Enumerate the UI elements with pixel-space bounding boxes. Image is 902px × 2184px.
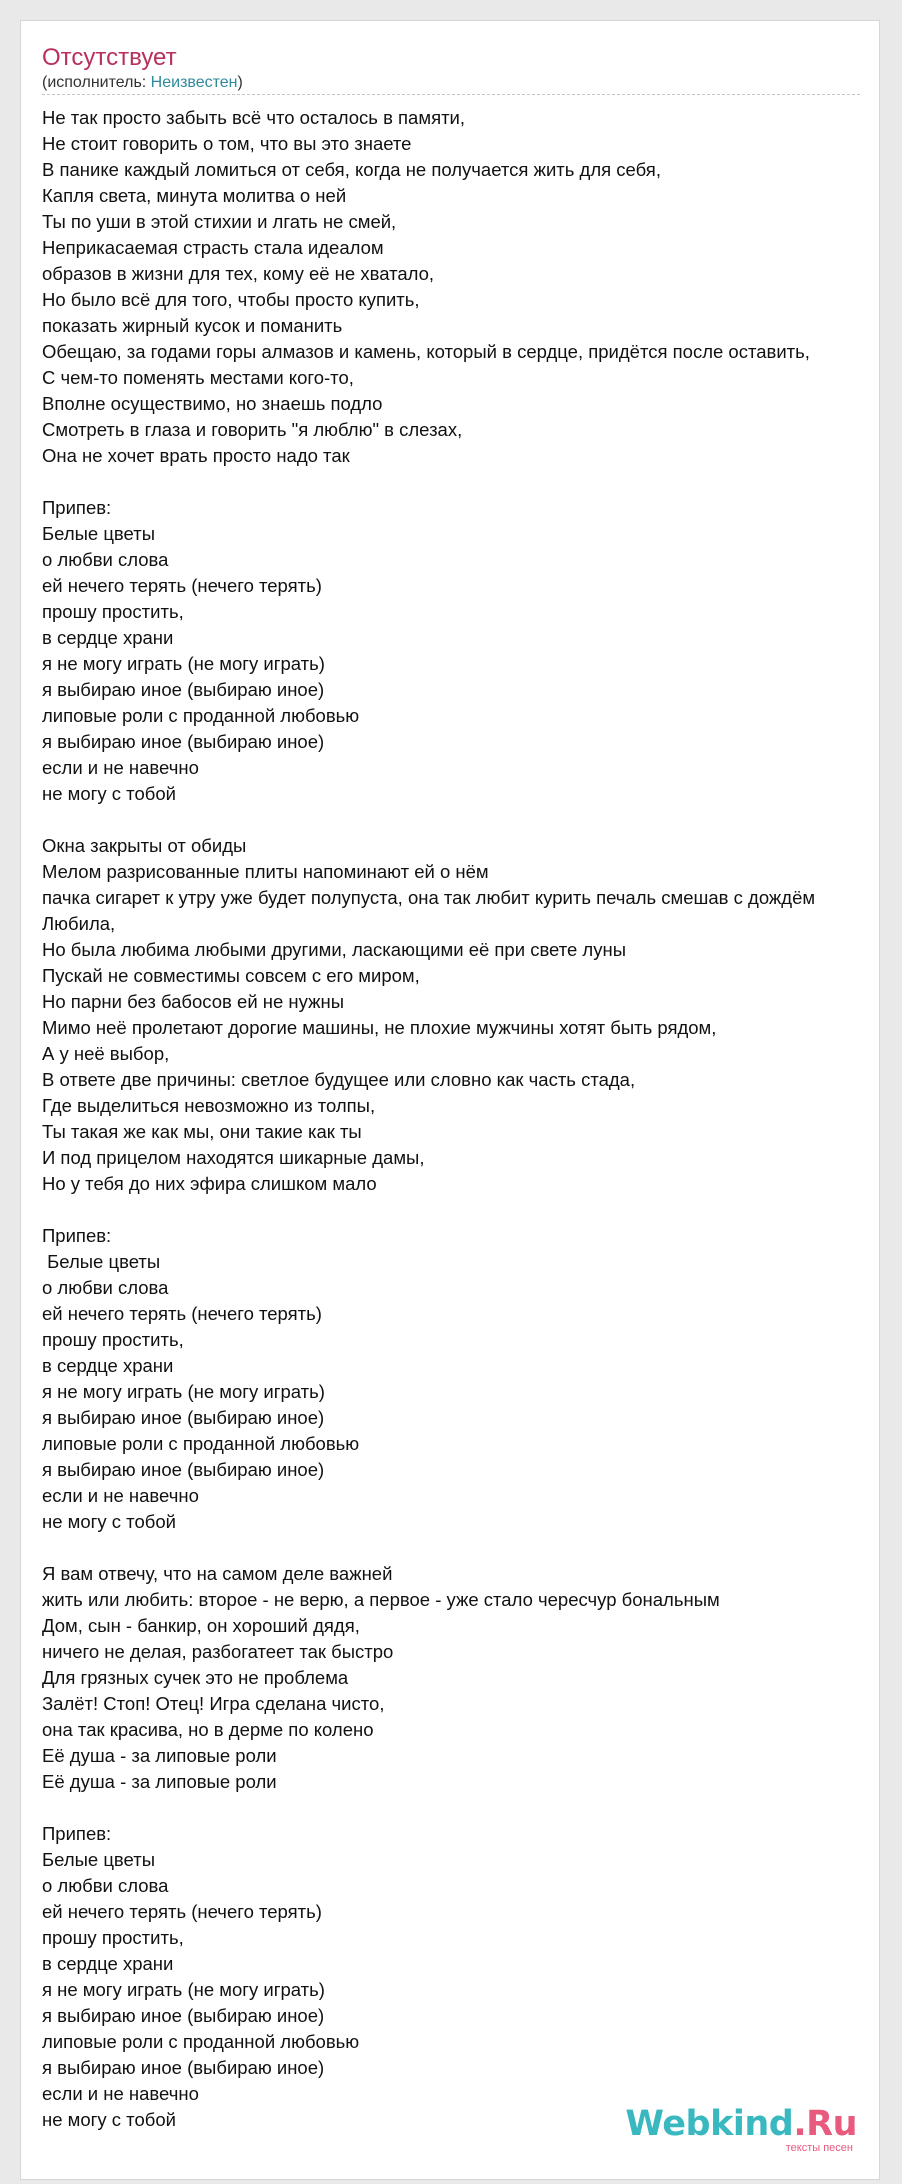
logo-tagline: тексты песен bbox=[785, 2142, 853, 2154]
lyric-line: показать жирный кусок и поманить bbox=[42, 315, 343, 336]
lyric-line: если и не навечно bbox=[42, 2083, 199, 2104]
lyric-line: В ответе две причины: светлое будущее или словно как часть стада, bbox=[42, 1069, 636, 1090]
title-divider bbox=[42, 94, 860, 95]
lyric-line: Но у тебя до них эфира слишком мало bbox=[42, 1173, 377, 1194]
lyric-line: Белые цветы bbox=[42, 1849, 155, 1870]
lyric-line: ей нечего терять (нечего терять) bbox=[42, 1303, 322, 1324]
lyric-line: если и не навечно bbox=[42, 1485, 199, 1506]
lyric-line: я выбираю иное (выбираю иное) bbox=[42, 679, 325, 700]
lyric-line: не могу с тобой bbox=[42, 2109, 176, 2130]
lyric-line: Окна закрыты от обиды bbox=[42, 835, 247, 856]
lyric-line: Ты такая же как мы, они такие как ты bbox=[42, 1121, 362, 1142]
lyric-line: в сердце храни bbox=[42, 627, 174, 648]
lyric-line: Ты по уши в этой стихии и лгать не смей, bbox=[42, 211, 397, 232]
lyric-line: прошу простить, bbox=[42, 601, 184, 622]
lyric-line: Но парни без бабосов ей не нужны bbox=[42, 991, 344, 1012]
lyric-line: в сердце храни bbox=[42, 1355, 174, 1376]
lyric-line: я не могу играть (не могу играть) bbox=[42, 653, 325, 674]
lyric-line: А у неё выбор, bbox=[42, 1043, 170, 1064]
logo-wordmark bbox=[625, 2105, 857, 2143]
lyric-line: ничего не делая, разбогатеет так быстро bbox=[42, 1641, 394, 1662]
lyric-line: о любви слова bbox=[42, 549, 169, 570]
lyric-line: я выбираю иное (выбираю иное) bbox=[42, 731, 325, 752]
lyric-line: не могу с тобой bbox=[42, 1511, 176, 1532]
lyric-line: В панике каждый ломиться от себя, когда не получается жить для себя, bbox=[42, 159, 661, 180]
lyric-line: Обещаю, за годами горы алмазов и камень, который в сердце, придётся после оставить, bbox=[42, 341, 810, 362]
lyric-line: Её душа - за липовые роли bbox=[42, 1771, 277, 1792]
lyric-line: Припев: bbox=[42, 497, 112, 518]
lyric-line: Залёт! Стоп! Отец! Игра сделана чисто, bbox=[42, 1693, 385, 1714]
lyric-line: Неприкасаемая страсть стала идеалом bbox=[42, 237, 384, 258]
lyric-line: Её душа - за липовые роли bbox=[42, 1745, 277, 1766]
lyrics-stanza bbox=[42, 833, 880, 1197]
lyric-line: липовые роли с проданной любовью bbox=[42, 705, 360, 726]
lyric-line: Смотреть в глаза и говорить "я люблю" в слезах, bbox=[42, 419, 463, 440]
lyric-line: прошу простить, bbox=[42, 1329, 184, 1350]
lyric-line: Припев: bbox=[42, 1823, 112, 1844]
lyric-line: я выбираю иное (выбираю иное) bbox=[42, 1407, 325, 1428]
lyric-line: Дом, сын - банкир, он хороший дядя, bbox=[42, 1615, 360, 1636]
lyric-line: о любви слова bbox=[42, 1875, 169, 1896]
lyric-line: ей нечего терять (нечего терять) bbox=[42, 575, 322, 596]
lyrics-stanza bbox=[42, 1561, 880, 1795]
lyric-line: жить или любить: второе - не верю, а первое - уже стало чересчур бональным bbox=[42, 1589, 720, 1610]
webkind-logo[interactable] bbox=[625, 2104, 859, 2157]
artist-line bbox=[42, 73, 860, 93]
lyric-line: я выбираю иное (выбираю иное) bbox=[42, 2005, 325, 2026]
lyric-line: Белые цветы bbox=[42, 1251, 161, 1272]
logo-tld: .Ru bbox=[793, 2104, 857, 2144]
lyric-line: Припев: bbox=[42, 1225, 112, 1246]
logo-brand: Webkind bbox=[625, 2104, 794, 2144]
lyric-line: И под прицелом находятся шикарные дамы, bbox=[42, 1147, 425, 1168]
lyric-line: образов в жизни для тех, кому её не хватало, bbox=[42, 263, 435, 284]
lyric-line: она так красива, но в дерме по колено bbox=[42, 1719, 374, 1740]
lyric-line: если и не навечно bbox=[42, 757, 199, 778]
lyric-line: Белые цветы bbox=[42, 523, 155, 544]
artist-suffix: ) bbox=[237, 74, 243, 91]
lyric-line: Но было всё для того, чтобы просто купить, bbox=[42, 289, 420, 310]
lyric-line: не могу с тобой bbox=[42, 783, 176, 804]
lyric-line: липовые роли с проданной любовью bbox=[42, 1433, 360, 1454]
lyric-line: я не могу играть (не могу играть) bbox=[42, 1979, 325, 2000]
lyric-line: Для грязных сучек это не проблема bbox=[42, 1667, 349, 1688]
lyric-line: Пускай не совместимы совсем с его миром, bbox=[42, 965, 420, 986]
lyric-line: Мимо неё пролетают дорогие машины, не плохие мужчины хотят быть рядом, bbox=[42, 1017, 717, 1038]
lyric-line: Любила, bbox=[42, 913, 116, 934]
song-title: Отсутствует bbox=[42, 44, 177, 71]
lyric-line: Я вам отвечу, что на самом деле важней bbox=[42, 1563, 393, 1584]
lyric-line: Вполне осуществимо, но знаешь подло bbox=[42, 393, 383, 414]
lyric-line: Не так просто забыть всё что осталось в памяти, bbox=[42, 107, 466, 128]
lyric-line: липовые роли с проданной любовью bbox=[42, 2031, 360, 2052]
lyric-line: прошу простить, bbox=[42, 1927, 184, 1948]
lyric-line: я не могу играть (не могу играть) bbox=[42, 1381, 325, 1402]
lyrics-stanza bbox=[42, 495, 880, 807]
lyric-line: я выбираю иное (выбираю иное) bbox=[42, 2057, 325, 2078]
lyric-line: Капля света, минута молитва о ней bbox=[42, 185, 347, 206]
lyric-line: Не стоит говорить о том, что вы это знаете bbox=[42, 133, 412, 154]
lyrics-stanza bbox=[42, 1821, 880, 2133]
lyric-line: в сердце храни bbox=[42, 1953, 174, 1974]
lyrics-stanza bbox=[42, 1223, 880, 1535]
lyric-line: пачка сигарет к утру уже будет полупуста, она так любит курить печаль смешав с дождём bbox=[42, 887, 816, 908]
lyric-line: Но была любима любыми другими, ласкающими её при свете луны bbox=[42, 939, 626, 960]
lyric-line: ей нечего терять (нечего терять) bbox=[42, 1901, 322, 1922]
lyric-line: С чем-то поменять местами кого-то, bbox=[42, 367, 354, 388]
lyrics-card bbox=[20, 20, 880, 2180]
artist-link[interactable]: Неизвестен bbox=[150, 74, 238, 91]
lyric-line: Она не хочет врать просто надо так bbox=[42, 445, 350, 466]
artist-prefix: (исполнитель: bbox=[42, 74, 151, 91]
lyric-line: Мелом разрисованные плиты напоминают ей о нём bbox=[42, 861, 489, 882]
lyric-line: я выбираю иное (выбираю иное) bbox=[42, 1459, 325, 1480]
lyrics-stanza bbox=[42, 105, 880, 469]
lyric-line: о любви слова bbox=[42, 1277, 169, 1298]
lyric-line: Где выделиться невозможно из толпы, bbox=[42, 1095, 376, 1116]
lyrics-text bbox=[42, 105, 880, 2159]
